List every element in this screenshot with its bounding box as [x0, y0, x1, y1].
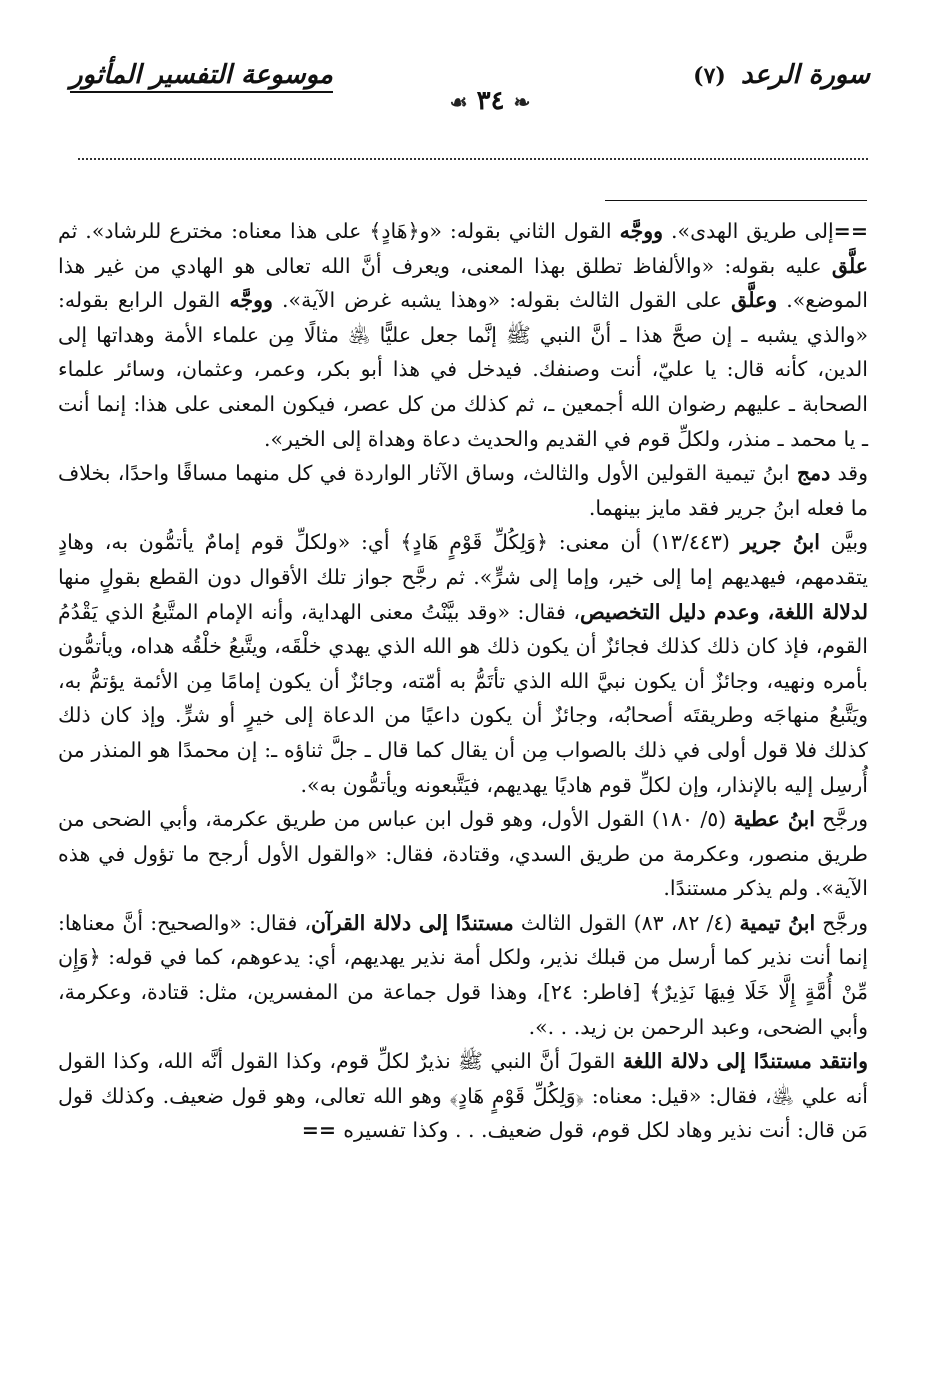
text-segment: (٤/ ٨٢، ٨٣) القول الثالث [513, 910, 740, 935]
emphasis-text: مستندًا إلى دلالة القرآن [311, 910, 514, 935]
text-segment: إلى طريق الهدى». [663, 219, 834, 243]
encyclopedia-title: موسوعة التفسير المأثور [70, 60, 333, 93]
emphasis-text: دمج [796, 461, 831, 486]
ornament-icon: ❧ [513, 90, 531, 114]
ornament-icon: ☙ [449, 90, 468, 114]
emphasis-text: مستندًا إلى دلالة اللغة [622, 1049, 812, 1074]
text-segment: عليه بقوله: «والألفاظ تطلق بهذا المعنى، ويعرف أنَّ الله تعالى هو الهادي من غير هذا الموضع». [58, 253, 868, 313]
emphasis-text: ووجَّه [229, 288, 273, 313]
text-segment: وقد [830, 461, 868, 486]
dotted-divider [78, 158, 868, 160]
paragraph [58, 214, 868, 456]
text-segment: ورجَّح [815, 910, 868, 935]
paragraph [58, 525, 868, 802]
text-segment: ، فقال: «وقد بيَّنْتُ معنى الهداية، وأنه الإمام المتَّبعُ الذي يَقْدُمُ القوم، فإذ كان ذلك كذلك فجائزٌ أن يكون ذلك هو الله الذي يهدي خلْقَه، ويتَّبعُ خلْقُه هداه، ويأتمُّون بأمره ونهيه، وجائزٌ أن يكون نبيَّ الله الذي تأتَمُّ به أمّته، وجائزٌ أن يكون إمامًا مِن الأئمة يؤتمُّ به، ويَتَّبعُ منهاجَه وطريقتَه أصحابُه، وجائزٌ أن يكون داعيًا من الدعاة إلى خيرٍ أو شرٍّ. وإذ كان ذلك كذلك فلا قول أولى في ذلك بالصواب مِن أن يقال كما قال ـ جلَّ ثناؤه ـ: إن محمدًا هو المنذر من أُرسِل إليه بالإنذار، وإن لكلِّ قوم هاديًا يهديهم، فيَتَّبعونه ويأتمُّون به». [58, 599, 868, 797]
emphasis-text: ووجَّه [619, 219, 664, 243]
emphasis-text: ابنُ عطية [733, 807, 815, 832]
text-segment: ورجَّح [814, 807, 868, 832]
continuation-end-mark: == [301, 1118, 344, 1143]
emphasis-text: وعلَّق [731, 288, 778, 313]
paragraph [58, 1044, 868, 1148]
page-number: ٣٤ [476, 86, 505, 116]
continuation-start-mark: == [833, 219, 868, 243]
paragraph [58, 802, 868, 906]
text-segment: ، فقال: «والصحيح: أنَّ معناها: إنما أنت نذير كما أرسل من قبلك نذير، ولكل أمة نذير يهديهم، أي: يدعوهم، كما في قوله: ﴿وَإِن مِّنْ أُمَّةٍ إِلَّا خَلَا فِيهَا نَذِيرٌ﴾ [فاطر: ٢٤]، وهذا قول جماعة من المفسرين، مثل: قتادة، وعكرمة، وأبي الضحى، وعبد الرحمن بن زيد. . .». [58, 910, 868, 1039]
surah-header [693, 60, 870, 90]
paragraph [58, 456, 868, 525]
text-segment: ابنُ تيمية القولين الأول والثالث، وساق الآثار الواردة في كل منهما مساقًا واحدًا، بخلاف ما فعله ابنُ جرير فقد مايز بينهما. [58, 461, 868, 520]
emphasis-text: ابنُ جرير [740, 530, 820, 555]
surah-title: سورة الرعد [740, 60, 870, 90]
emphasis-text: لدلالة اللغة، وعدم دليل التخصيص [579, 599, 868, 624]
emphasis-text: ابنُ تيمية [739, 910, 816, 935]
text-segment: (٥/ ١٨٠) القول الأول، وهو قول ابن عباس من طريق عكرمة، وأبي الضحى من طريق منصور، وعكرمة من طريق السدي، وقتادة، فقال: «والقول الأول أرجح ما تؤول في هذه الآية». ولم يذكر مستندًا. [58, 807, 868, 901]
verse-number: (٧) [693, 63, 726, 89]
text-segment: على القول الثالث بقوله: «وهذا يشبه غرض الآية». [272, 288, 732, 313]
paragraph [58, 906, 868, 1044]
footnote-body [58, 214, 868, 1148]
text-segment: (١٣/٤٤٣) أن معنى: ﴿وَلِكُلِّ قَوْمٍ هَادٍ﴾ أي: «ولكلِّ قوم إمامٌ يأتمُّون به، وهادٍ يتقدمهم، فيهديهم إما إلى خير، وإما إلى شرٍّ». ثم رجَّح جواز تلك الأقوال دون القطع بقولٍ منها [58, 530, 868, 589]
emphasis-text: علَّق [831, 253, 868, 278]
emphasis-text: وانتقد [819, 1049, 869, 1074]
footnote-rule [605, 200, 867, 201]
text-segment: القول الثاني بقوله: «و﴿هَادٍ﴾ على هذا معناه: مخترع للرشاد». ثم [58, 219, 620, 243]
text-segment: القولَ أنَّ النبي ﷺ نذيرٌ لكلِّ قوم، وكذا القول أنَّه الله، وكذا القول أنه علي ﵁، فقال: «قيل: معناه: ﴿وَلِكُلِّ قَوْمٍ هَادٍ﴾ وهو الله تعالى، وهو قول ضعيف. وكذلك قول مَن قال: أنت نذير وهاد لكل قوم، قول ضعيف. . . وكذا تفسيره [58, 1049, 868, 1143]
page-number-block [400, 86, 580, 116]
text-segment: وبيَّن [819, 530, 868, 555]
text-segment: القول الرابع بقوله: «والذي يشبه ـ إن صحَّ هذا ـ أنَّ النبي ﷺ إنَّما جعل عليًّا ﵁ مثالًا مِن علماء الأمة وهداتها إلى الدين، كأنه قال: يا عليّ، أنت وصنفك. فيدخل في هذا أبو بكر، وعمر، وعثمان، وسائر علماء الصحابة ـ عليهم رضوان الله أجمعين ـ، ثم كذلك من كل عصر، فيكون المعنى على هذا: إنما أنت ـ يا محمد ـ منذر، ولكلِّ قوم في القديم والحديث دعاة وهداة إلى الخير». [58, 288, 868, 451]
page-header [70, 58, 870, 118]
